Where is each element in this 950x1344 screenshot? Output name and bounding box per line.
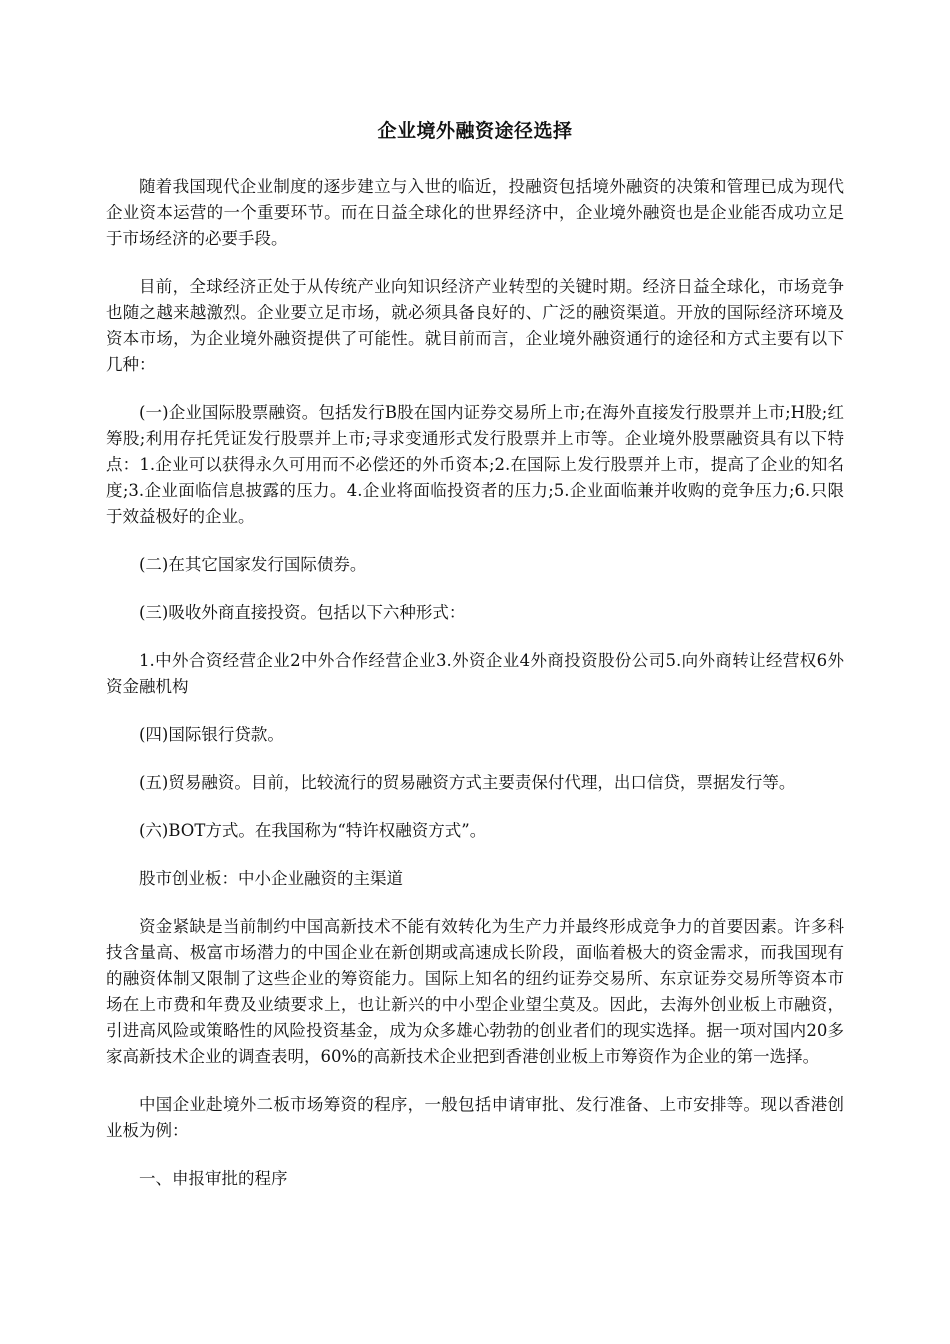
- document-title: 企业境外融资途径选择: [377, 120, 573, 142]
- paragraph-listing-procedure: 中国企业赴境外二板市场筹资的程序，一般包括申请审批、发行准备、上市安排等。现以香港创业板为例：: [106, 1095, 844, 1140]
- paragraph-intro: 随着我国现代企业制度的逐步建立与入世的临近，投融资包括境外融资的决策和管理已成为现代企业资本运营的一个重要环节。而在日益全球化的世界经济中，企业境外融资也是企业能否成功立足于市场经济的必要手段。: [106, 177, 844, 248]
- paragraph-stock-financing: (一)企业国际股票融资。包括发行B股在国内证券交易所上市;在海外直接发行股票并上市;H股;红筹股;利用存托凭证发行股票并上市;寻求变通形式发行股票并上市等。企业境外股票融资具有以下特点：1.企业可以获得永久可用而不必偿还的外币资本;2.在国际上发行股票并上市，提高了企业的知名度;3.企业面临信息披露的压力。4.企业将面临投资者的压力;5.企业面临兼并收购的竞争压力;6.只限于效益极好的企业。: [106, 403, 844, 526]
- paragraph-bank-loans: (四)国际银行贷款。: [139, 725, 284, 744]
- section-heading-gem: 股市创业板：中小企业融资的主渠道: [139, 869, 403, 888]
- paragraph-foreign-direct-investment: (三)吸收外商直接投资。包括以下六种形式：: [139, 603, 466, 622]
- paragraph-fdi-forms: 1.中外合资经营企业2中外合作经营企业3.外资企业4外商投资股份公司5.向外商转让经营权6外资金融机构: [106, 651, 844, 696]
- paragraph-current-economy: 目前，全球经济正处于从传统产业向知识经济产业转型的关键时期。经济日益全球化，市场竞争也随之越来越激烈。企业要立足市场，就必须具备良好的、广泛的融资渠道。开放的国际经济环境及资本市场，为企业境外融资提供了可能性。就目前而言，企业境外融资通行的途径和方式主要有以下几种：: [106, 277, 844, 374]
- paragraph-bot: (六)BOT方式。在我国称为“特许权融资方式”。: [139, 821, 487, 840]
- paragraph-trade-financing: (五)贸易融资。目前，比较流行的贸易融资方式主要责保付代理，出口信贷，票据发行等。: [139, 773, 796, 792]
- paragraph-capital-shortage: 资金紧缺是当前制约中国高新技术不能有效转化为生产力并最终形成竞争力的首要因素。许多科技含量高、极富市场潜力的中国企业在新创期或高速成长阶段，面临着极大的资金需求，而我国现有的融资体制又限制了这些企业的筹资能力。国际上知名的纽约证券交易所、东京证券交易所等资本市场在上市费和年费及业绩要求上，也让新兴的中小型企业望尘莫及。因此，去海外创业板上市融资，引进高风险或策略性的风险投资基金，成为众多雄心勃勃的创业者们的现实选择。据一项对国内20多家高新技术企业的调查表明，60%的高新技术企业把到香港创业板上市筹资作为企业的第一选择。: [106, 917, 844, 1066]
- paragraph-international-bonds: (二)在其它国家发行国际债券。: [139, 555, 367, 574]
- section-heading-approval: 一、申报审批的程序: [139, 1169, 288, 1188]
- document-page: [106, 118, 844, 1214]
